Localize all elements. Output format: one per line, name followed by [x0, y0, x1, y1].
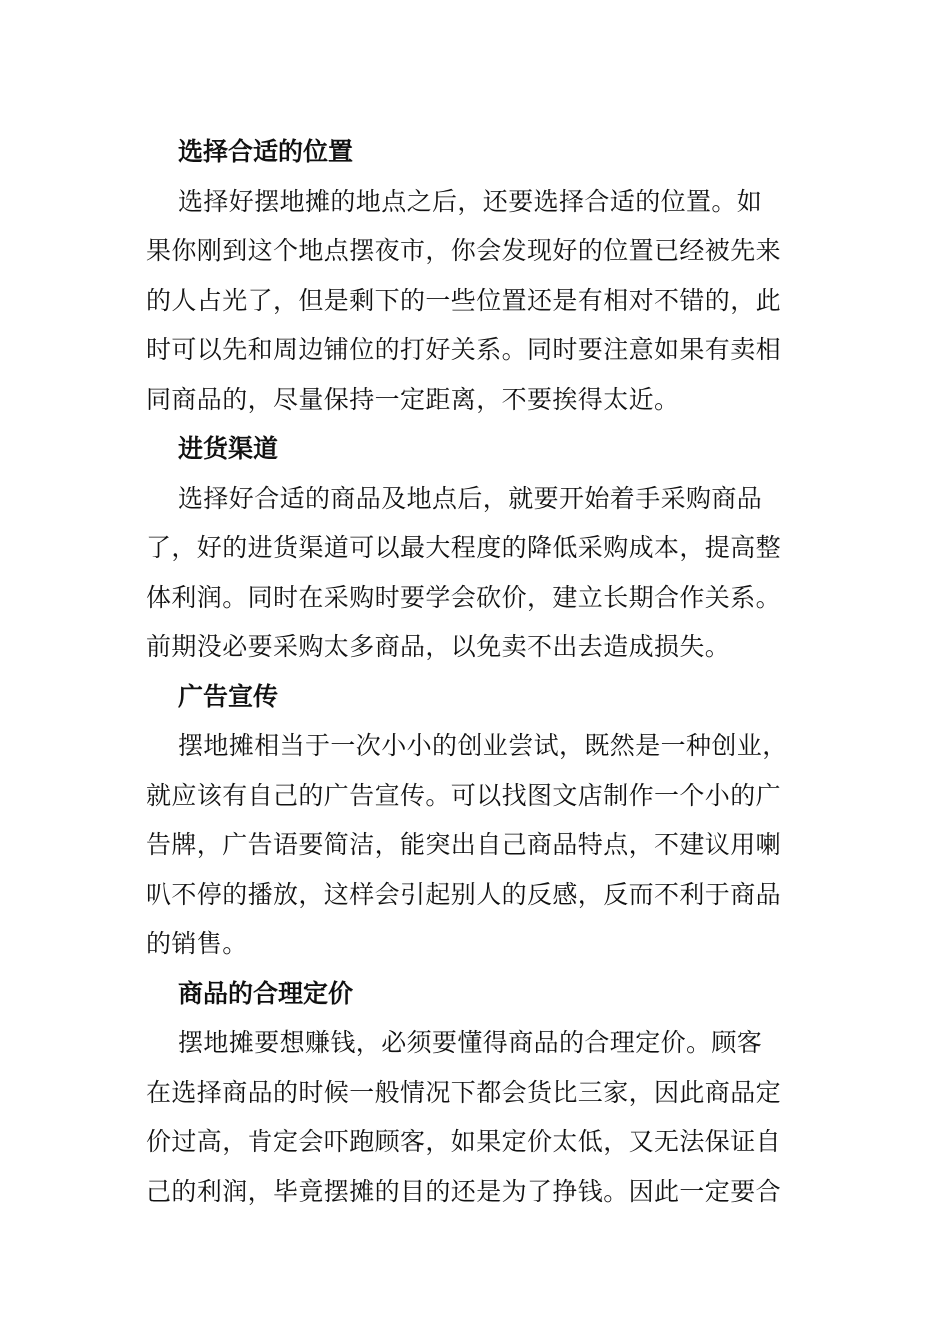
section-paragraph-supply: [146, 474, 786, 672]
paragraph-line: 的人占光了，但是剩下的一些位置还是有相对不错的，此: [146, 285, 782, 315]
paragraph-line: 就应该有自己的广告宣传。可以找图文店制作一个小的广: [146, 780, 782, 810]
paragraph-line: 选择好摆地摊的地点之后，还要选择合适的位置。如: [178, 186, 763, 216]
section-heading-location: 选择合适的位置: [178, 137, 354, 166]
paragraph-line: 摆地摊要想赚钱，必须要懂得商品的合理定价。顾客: [178, 1028, 763, 1057]
section-paragraph-advertising: [146, 721, 786, 969]
paragraph-line: 体利润。同时在采购时要学会砍价，建立长期合作关系。: [146, 582, 782, 612]
paragraph-line: 时可以先和周边铺位的打好关系。同时要注意如果有卖相: [146, 335, 782, 364]
document-body: [146, 127, 786, 1216]
section-paragraph-location: [146, 177, 786, 425]
paragraph-line: 叭不停的播放，这样会引起别人的反感，反而不利于商品: [146, 879, 782, 909]
section-heading-advertising: 广告宣传: [178, 681, 279, 711]
paragraph-line: 选择好合适的商品及地点后，就要开始着手采购商品: [178, 483, 763, 513]
paragraph-line: 的销售。: [146, 929, 248, 958]
section-heading-supply: 进货渠道: [178, 434, 279, 463]
section-paragraph-pricing: [146, 1018, 786, 1216]
paragraph-line: 在选择商品的时候一般情况下都会货比三家，因此商品定: [146, 1077, 782, 1107]
paragraph-line: 价过高，肯定会吓跑顾客，如果定价太低，又无法保证自: [146, 1127, 782, 1156]
paragraph-line: 果你刚到这个地点摆夜市，你会发现好的位置已经被先来: [146, 236, 782, 265]
paragraph-line: 摆地摊相当于一次小小的创业尝试，既然是一种创业，: [178, 731, 788, 760]
paragraph-line: 同商品的，尽量保持一定距离，不要挨得太近。: [146, 384, 680, 414]
paragraph-line: 己的利润，毕竟摆摊的目的还是为了挣钱。因此一定要合: [146, 1176, 782, 1206]
paragraph-line: 前期没必要采购太多商品，以免卖不出去造成损失。: [146, 632, 731, 661]
paragraph-line: 了，好的进货渠道可以最大程度的降低采购成本，提高整: [146, 533, 782, 562]
section-heading-pricing: 商品的合理定价: [178, 978, 354, 1008]
paragraph-line: 告牌，广告语要简洁，能突出自己商品特点，不建议用喇: [146, 830, 782, 859]
